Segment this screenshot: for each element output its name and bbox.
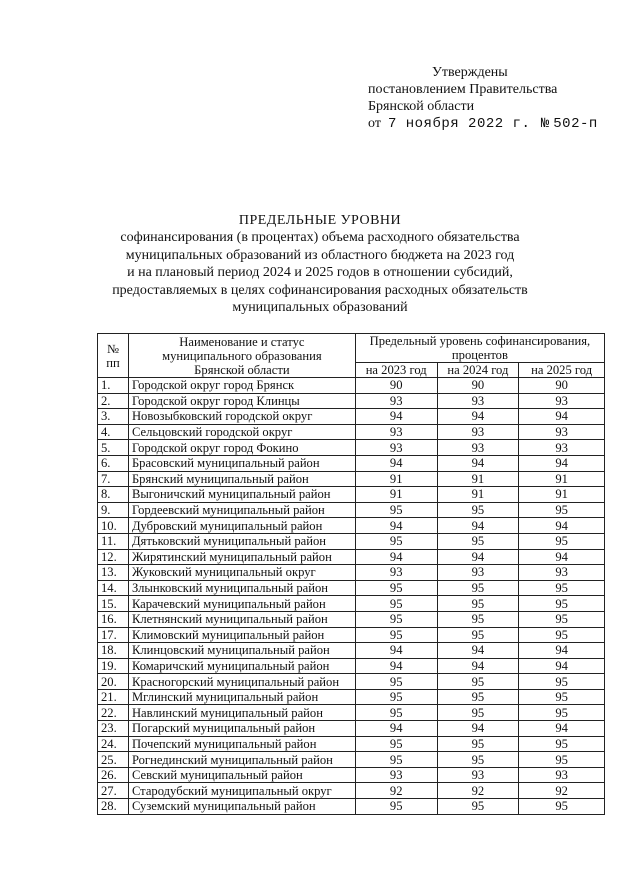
approval-date-line (368, 115, 598, 133)
level-2024-cell: 94 (437, 518, 519, 534)
municipality-name-cell: Стародубский муниципальный округ (128, 783, 355, 799)
level-2024-cell: 90 (437, 378, 519, 394)
row-number-cell: 5. (98, 440, 129, 456)
row-number-cell: 10. (98, 518, 129, 534)
date-prefix: от (368, 116, 381, 131)
level-2025-cell: 91 (519, 471, 605, 487)
municipality-name-cell: Жирятинский муниципальный район (128, 549, 355, 565)
municipality-name-cell: Севский муниципальный район (128, 767, 355, 783)
municipality-name-cell: Комаричский муниципальный район (128, 658, 355, 674)
level-2023-cell: 95 (355, 752, 437, 768)
heading-line: и на плановый период 2024 и 2025 годов в отношении субсидий, (127, 265, 513, 281)
level-2025-cell: 94 (519, 658, 605, 674)
level-2025-cell: 94 (519, 549, 605, 565)
level-2025-cell: 95 (519, 752, 605, 768)
municipality-name-cell: Злынковский муниципальный район (128, 580, 355, 596)
municipality-name-cell: Дятьковский муниципальный район (128, 533, 355, 549)
level-2024-cell: 95 (437, 799, 519, 815)
column-group-header-level: Предельный уровень софинансирования, процентов (355, 334, 604, 363)
level-2023-cell: 95 (355, 596, 437, 612)
level-2024-cell: 93 (437, 767, 519, 783)
row-number-cell: 20. (98, 674, 129, 690)
municipality-name-cell: Брянский муниципальный район (128, 471, 355, 487)
table-row (98, 409, 605, 425)
row-number-cell: 3. (98, 409, 129, 425)
approval-line-3: Брянской области (368, 99, 475, 114)
table-row (98, 643, 605, 659)
level-2024-cell: 92 (437, 783, 519, 799)
table-row (98, 689, 605, 705)
heading-line: муниципальных образований из областного бюджета на 2023 год (125, 247, 515, 263)
document-heading (0, 212, 640, 316)
level-2024-cell: 91 (437, 471, 519, 487)
row-number-cell: 15. (98, 596, 129, 612)
level-2025-cell: 93 (519, 440, 605, 456)
document-title: ПРЕДЕЛЬНЫЕ УРОВНИ (238, 213, 402, 228)
row-number-cell: 2. (98, 393, 129, 409)
table-row (98, 721, 605, 737)
row-number-cell: 22. (98, 705, 129, 721)
municipality-name-cell: Клинцовский муниципальный район (128, 643, 355, 659)
table-row (98, 440, 605, 456)
row-number-cell: 23. (98, 721, 129, 737)
table-row (98, 424, 605, 440)
municipality-name-cell: Новозыбковский городской округ (128, 409, 355, 425)
level-2025-cell: 93 (519, 393, 605, 409)
municipality-name-cell: Навлинский муниципальный район (128, 705, 355, 721)
column-header-number: № пп (98, 334, 129, 378)
level-2025-cell: 95 (519, 705, 605, 721)
municipality-name-cell: Почепский муниципальный район (128, 736, 355, 752)
level-2023-cell: 94 (355, 643, 437, 659)
table-row (98, 487, 605, 503)
municipality-name-cell: Дубровский муниципальный район (128, 518, 355, 534)
table-row (98, 471, 605, 487)
level-2024-cell: 95 (437, 596, 519, 612)
table-row (98, 580, 605, 596)
table-row (98, 549, 605, 565)
table-body (98, 378, 605, 815)
level-2024-cell: 94 (437, 549, 519, 565)
municipality-name-cell: Брасовский муниципальный район (128, 455, 355, 471)
table-row (98, 767, 605, 783)
level-2025-cell: 94 (519, 643, 605, 659)
level-2023-cell: 92 (355, 783, 437, 799)
level-2023-cell: 95 (355, 580, 437, 596)
level-2025-cell: 95 (519, 502, 605, 518)
approval-block (368, 64, 598, 133)
table-row (98, 627, 605, 643)
level-2024-cell: 95 (437, 752, 519, 768)
heading-line: муниципальных образований (232, 300, 408, 316)
level-2023-cell: 95 (355, 674, 437, 690)
row-number-cell: 28. (98, 799, 129, 815)
level-2023-cell: 93 (355, 424, 437, 440)
level-2023-cell: 93 (355, 565, 437, 581)
level-2024-cell: 95 (437, 674, 519, 690)
row-number-cell: 11. (98, 533, 129, 549)
level-2025-cell: 95 (519, 611, 605, 627)
level-2025-cell: 95 (519, 627, 605, 643)
level-2025-cell: 95 (519, 580, 605, 596)
level-2025-cell: 95 (519, 674, 605, 690)
level-2025-cell: 92 (519, 783, 605, 799)
level-2024-cell: 93 (437, 440, 519, 456)
level-2024-cell: 94 (437, 643, 519, 659)
level-2024-cell: 93 (437, 424, 519, 440)
municipality-name-cell: Выгоничский муниципальный район (128, 487, 355, 503)
level-2023-cell: 95 (355, 736, 437, 752)
level-2024-cell: 94 (437, 658, 519, 674)
table-row (98, 799, 605, 815)
municipality-name-cell: Городской округ город Брянск (128, 378, 355, 394)
level-2023-cell: 95 (355, 705, 437, 721)
cofinancing-levels-table (97, 333, 605, 815)
level-2023-cell: 94 (355, 409, 437, 425)
municipality-name-cell: Гордеевский муниципальный район (128, 502, 355, 518)
level-2024-cell: 91 (437, 487, 519, 503)
level-2024-cell: 95 (437, 611, 519, 627)
level-2024-cell: 95 (437, 705, 519, 721)
level-2023-cell: 95 (355, 627, 437, 643)
table-row (98, 455, 605, 471)
level-2023-cell: 95 (355, 689, 437, 705)
level-2025-cell: 93 (519, 424, 605, 440)
level-2025-cell: 94 (519, 721, 605, 737)
level-2025-cell: 95 (519, 736, 605, 752)
row-number-cell: 14. (98, 580, 129, 596)
level-2024-cell: 95 (437, 580, 519, 596)
level-2023-cell: 91 (355, 471, 437, 487)
row-number-cell: 7. (98, 471, 129, 487)
municipality-name-cell: Красногорский муниципальный район (128, 674, 355, 690)
column-header-name: Наименование и статус муниципального образования Брянской области (128, 334, 355, 378)
level-2025-cell: 94 (519, 518, 605, 534)
table-row (98, 378, 605, 394)
level-2023-cell: 95 (355, 611, 437, 627)
row-number-cell: 24. (98, 736, 129, 752)
row-number-cell: 1. (98, 378, 129, 394)
row-number-cell: 8. (98, 487, 129, 503)
level-2023-cell: 91 (355, 487, 437, 503)
approval-line-1: Утверждены (432, 65, 508, 80)
approval-date: 7 ноября 2022 г. (387, 116, 531, 132)
column-header-2025: на 2025 год (519, 363, 605, 378)
table-row (98, 518, 605, 534)
row-number-cell: 13. (98, 565, 129, 581)
level-2023-cell: 94 (355, 658, 437, 674)
approval-number: 502-п (553, 116, 598, 132)
level-2025-cell: 94 (519, 409, 605, 425)
level-2025-cell: 90 (519, 378, 605, 394)
level-2024-cell: 95 (437, 736, 519, 752)
row-number-cell: 6. (98, 455, 129, 471)
row-number-cell: 9. (98, 502, 129, 518)
table-row (98, 674, 605, 690)
level-2024-cell: 93 (437, 393, 519, 409)
level-2024-cell: 95 (437, 533, 519, 549)
municipality-name-cell: Городской округ город Клинцы (128, 393, 355, 409)
level-2024-cell: 95 (437, 627, 519, 643)
municipality-name-cell: Климовский муниципальный район (128, 627, 355, 643)
row-number-cell: 27. (98, 783, 129, 799)
municipality-name-cell: Суземский муниципальный район (128, 799, 355, 815)
level-2023-cell: 90 (355, 378, 437, 394)
table-row (98, 658, 605, 674)
approval-line-2: постановлением Правительства (368, 82, 558, 97)
table-row (98, 596, 605, 612)
level-2023-cell: 94 (355, 518, 437, 534)
level-2025-cell: 93 (519, 565, 605, 581)
level-2023-cell: 93 (355, 393, 437, 409)
level-2023-cell: 94 (355, 455, 437, 471)
table-row (98, 533, 605, 549)
level-2023-cell: 94 (355, 721, 437, 737)
row-number-cell: 12. (98, 549, 129, 565)
level-2024-cell: 95 (437, 689, 519, 705)
table-row (98, 565, 605, 581)
level-2025-cell: 95 (519, 799, 605, 815)
row-number-cell: 16. (98, 611, 129, 627)
level-2024-cell: 95 (437, 502, 519, 518)
level-2023-cell: 94 (355, 549, 437, 565)
row-number-cell: 4. (98, 424, 129, 440)
row-number-cell: 21. (98, 689, 129, 705)
table-row (98, 783, 605, 799)
municipality-name-cell: Сельцовский городской округ (128, 424, 355, 440)
level-2025-cell: 95 (519, 533, 605, 549)
municipality-name-cell: Рогнединский муниципальный район (128, 752, 355, 768)
column-header-2024: на 2024 год (437, 363, 519, 378)
table-row (98, 393, 605, 409)
row-number-cell: 19. (98, 658, 129, 674)
municipality-name-cell: Жуковский муниципальный округ (128, 565, 355, 581)
level-2025-cell: 95 (519, 596, 605, 612)
municipality-name-cell: Погарский муниципальный район (128, 721, 355, 737)
level-2024-cell: 94 (437, 455, 519, 471)
level-2025-cell: 95 (519, 689, 605, 705)
row-number-cell: 17. (98, 627, 129, 643)
level-2025-cell: 93 (519, 767, 605, 783)
level-2023-cell: 95 (355, 533, 437, 549)
municipality-name-cell: Клетнянский муниципальный район (128, 611, 355, 627)
level-2024-cell: 94 (437, 721, 519, 737)
table-row (98, 736, 605, 752)
heading-line: софинансирования (в процентах) объема расходного обязательства (120, 230, 520, 246)
table-row (98, 752, 605, 768)
level-2024-cell: 93 (437, 565, 519, 581)
level-2025-cell: 94 (519, 455, 605, 471)
row-number-cell: 25. (98, 752, 129, 768)
row-number-cell: 26. (98, 767, 129, 783)
municipality-name-cell: Карачевский муниципальный район (128, 596, 355, 612)
level-2023-cell: 95 (355, 799, 437, 815)
table-row (98, 705, 605, 721)
level-2023-cell: 93 (355, 767, 437, 783)
heading-line: предоставляемых в целях софинансирования расходных обязательств (112, 282, 528, 298)
municipality-name-cell: Мглинский муниципальный район (128, 689, 355, 705)
level-2025-cell: 91 (519, 487, 605, 503)
row-number-cell: 18. (98, 643, 129, 659)
table-row (98, 502, 605, 518)
level-2024-cell: 94 (437, 409, 519, 425)
table-row (98, 611, 605, 627)
number-label: № (540, 116, 550, 132)
level-2023-cell: 93 (355, 440, 437, 456)
column-header-2023: на 2023 год (355, 363, 437, 378)
level-2023-cell: 95 (355, 502, 437, 518)
municipality-name-cell: Городской округ город Фокино (128, 440, 355, 456)
